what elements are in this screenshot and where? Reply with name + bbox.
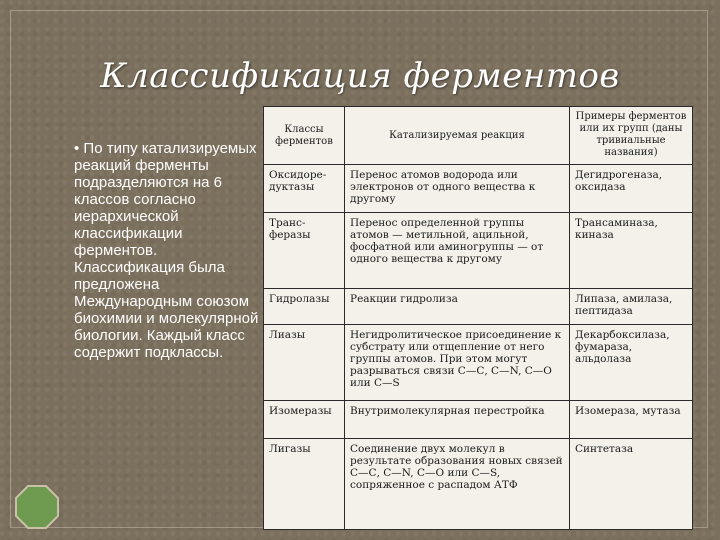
table-header-row — [264, 107, 693, 165]
octagon-icon[interactable] — [14, 484, 60, 530]
table-cell: Лигазы — [264, 439, 345, 530]
enzyme-table — [263, 106, 693, 530]
table-row — [264, 401, 693, 439]
table-cell: Оксидоре-дуктазы — [264, 165, 345, 213]
table-cell: Дегидрогеназа, оксидаза — [570, 165, 693, 213]
table-row — [264, 439, 693, 530]
header-classes: Классы ферментов — [264, 107, 345, 165]
table-cell: Изомераза, мутаза — [570, 401, 693, 439]
table-cell: Лиазы — [264, 325, 345, 401]
slide-title: Классификация ферментов — [100, 56, 620, 96]
table-cell: Гидролазы — [264, 289, 345, 325]
header-reaction: Катализируемая реакция — [345, 107, 570, 165]
table-cell: Реакции гидролиза — [345, 289, 570, 325]
slide-body-text: • По типу катализируемых реакций ферменты подразделяются на 6 классов согласно иерархической классификации ферментов. Классификация была предложена Международным союзом биохимии и молекулярной биологии. Каждый класс содержит подклассы. — [74, 140, 259, 361]
table-cell: Перенос определенной группы атомов — метильной, ацильной, фосфатной или аминогруппы — от одного вещества к другому — [345, 213, 570, 289]
table-row — [264, 165, 693, 213]
table-cell: Синтетаза — [570, 439, 693, 530]
table-row — [264, 213, 693, 289]
table-cell: Декарбоксилаза, фумараза, альдолаза — [570, 325, 693, 401]
table-cell: Транс-феразы — [264, 213, 345, 289]
table-cell: Внутримолекулярная перестройка — [345, 401, 570, 439]
table-cell: Соединение двух молекул в результате образования новых связей С—С, С—N, С—О или С—S, сопряженное с распадом АТФ — [345, 439, 570, 530]
table-cell: Изомеразы — [264, 401, 345, 439]
table-cell: Перенос атомов водорода или электронов от одного вещества к другому — [345, 165, 570, 213]
table-row — [264, 325, 693, 401]
table-cell: Липаза, амилаза, пептидаза — [570, 289, 693, 325]
header-examples: Примеры ферментов или их групп (даны тривиальные названия) — [570, 107, 693, 165]
table-row — [264, 289, 693, 325]
enzyme-classification-table — [263, 106, 693, 530]
table-cell: Трансаминаза, киназа — [570, 213, 693, 289]
table-cell: Негидролитическое присоединение к субстрату или отщепление от него группы атомов. При этом могут разрываться связи С—С, С—N, С—О или С—S — [345, 325, 570, 401]
